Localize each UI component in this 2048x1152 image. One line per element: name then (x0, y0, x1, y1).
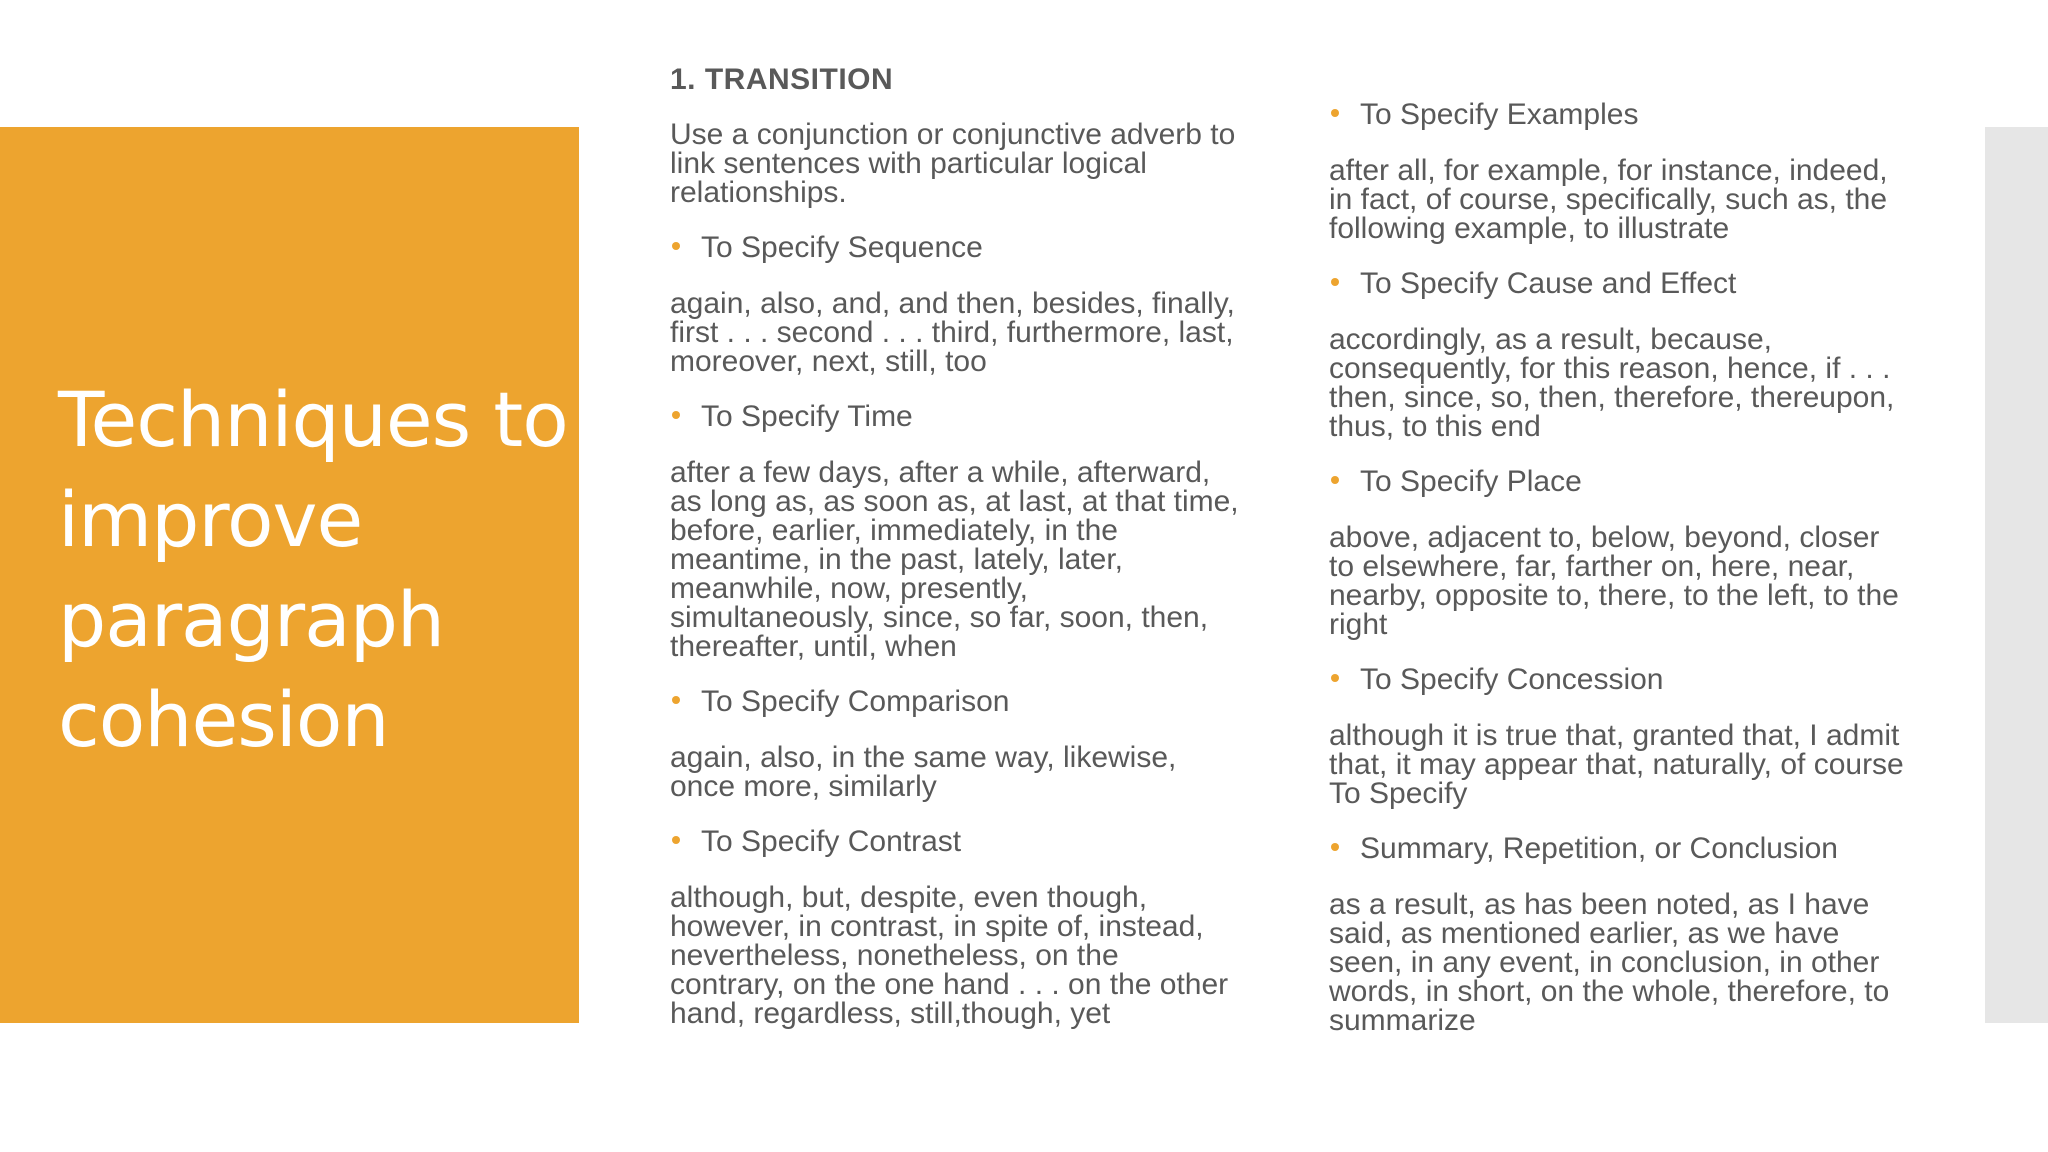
bullet-icon (1331, 278, 1339, 286)
bullet-label: To Specify Time (701, 400, 913, 433)
bullet-icon (672, 696, 680, 704)
transition-words: although it is true that, granted that, I admit that, it may appear that, naturally, of course To Specify (1329, 719, 1904, 810)
bullet-label: To Specify Concession (1360, 663, 1664, 696)
bullet-label: To Specify Place (1360, 465, 1582, 498)
bullet-icon (672, 242, 680, 250)
right-column (1329, 97, 1909, 1058)
decorative-strip (1985, 127, 2048, 1023)
bullet-label: To Specify Cause and Effect (1360, 267, 1737, 300)
bullet-label: To Specify Examples (1360, 98, 1639, 131)
bullet-icon (1331, 674, 1339, 682)
bullet-item-summary (1329, 831, 1909, 867)
bullet-item-place (1329, 464, 1909, 500)
bullet-item-sequence (670, 230, 1240, 266)
bullet-icon (672, 836, 680, 844)
transition-words: again, also, and, and then, besides, finally, first . . . second . . . third, furthermore, last, moreover, next, still, too (670, 287, 1235, 378)
bullet-item-contrast (670, 824, 1240, 860)
bullet-icon (1331, 109, 1339, 117)
bullet-label: To Specify Comparison (701, 685, 1010, 718)
bullet-icon (1331, 476, 1339, 484)
bullet-label: Summary, Repetition, or Conclusion (1360, 832, 1838, 865)
bullet-item-comparison (670, 684, 1240, 720)
intro-text: Use a conjunction or conjunctive adverb to link sentences with particular logical relationships. (670, 118, 1236, 209)
bullet-label: To Specify Contrast (701, 825, 962, 858)
section-heading: 1. TRANSITION (670, 63, 894, 96)
bullet-icon (672, 411, 680, 419)
left-column (670, 62, 1240, 1051)
transition-words: above, adjacent to, below, beyond, closer to elsewhere, far, farther on, here, near, nearby, opposite to, there, to the left, to the right (1329, 521, 1899, 641)
transition-words: after all, for example, for instance, indeed, in fact, of course, specifically, such as, the following example, to illustrate (1329, 154, 1888, 245)
bullet-label: To Specify Sequence (701, 231, 983, 264)
transition-words: as a result, as has been noted, as I have said, as mentioned earlier, as we have seen, in any event, in conclusion, in other words, in short, on the whole, therefore, to summarize (1329, 888, 1890, 1037)
transition-words: after a few days, after a while, afterward, as long as, as soon as, at last, at that time, before, earlier, immediately, in the meantime, in the past, lately, later, meanwhile, now, presently, simultaneously, since, so far, soon, then, thereafter, until, when (670, 456, 1239, 663)
bullet-item-concession (1329, 662, 1909, 698)
bullet-icon (1331, 843, 1339, 851)
bullet-item-examples (1329, 97, 1909, 133)
transition-words: again, also, in the same way, likewise, once more, similarly (670, 741, 1177, 803)
transition-words: although, but, despite, even though, however, in contrast, in spite of, instead, nevertheless, nonetheless, on the contrary, on the one hand . . . on the other hand, regardless, still,though, yet (670, 881, 1229, 1030)
slide-title: Techniques to improve paragraph cohesion (58, 375, 568, 764)
bullet-item-time (670, 399, 1240, 435)
bullet-item-cause-effect (1329, 266, 1909, 302)
transition-words: accordingly, as a result, because, consequently, for this reason, hence, if . . . then, since, so, then, therefore, thereupon, thus, to this end (1329, 323, 1895, 443)
